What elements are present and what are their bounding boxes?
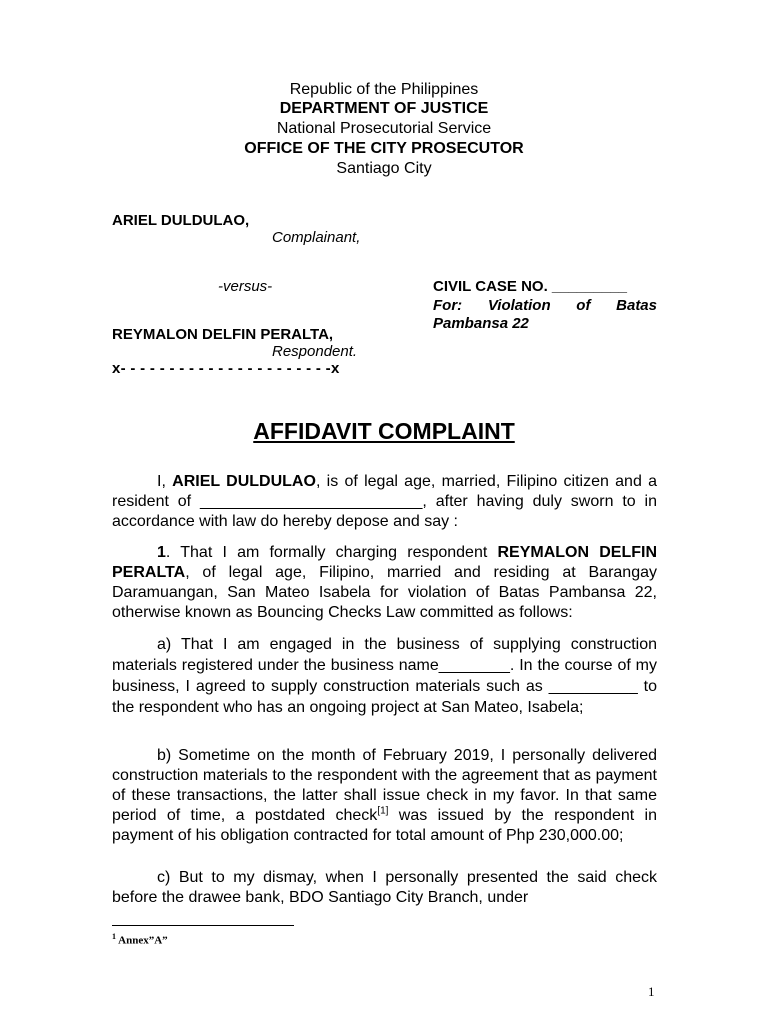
footnote-reference: [1] [377, 805, 389, 817]
header-republic: Republic of the Philippines [289, 81, 479, 98]
document-title: AFFIDAVIT COMPLAINT [253, 418, 515, 444]
caption-separator: x- - - - - - - - - - - - - - - - - - - - - -x [112, 360, 340, 377]
complainant-role: Complainant, [272, 229, 361, 246]
header-office: OFFICE OF THE CITY PROSECUTOR [244, 140, 524, 157]
versus-label: -versus- [218, 278, 273, 295]
header-service: National Prosecutorial Service [276, 120, 492, 137]
respondent-name-inline: REYMALON DELFIN PERALTA [112, 544, 657, 581]
respondent-role: Respondent. [272, 343, 358, 360]
paragraph-a: a) That I am engaged in the business of supplying construction materials registered under the business name________. In the course of my business, I agreed to supply construction materials such as __________ to the respondent who has an ongoing project at San Mateo, Isabela; [112, 636, 657, 716]
complainant-name: ARIEL DULDULAO, [112, 212, 250, 229]
paragraph-b: b) Sometime on the month of February 2019, I personally delivered construction materials to the respondent with the agreement that as payment of these transactions, the latter shall issue check in my favor. In that same period of time, a postdated check[1] was issued by the respondent in payment of his obligation contracted for total amount of Php 230,000.00; [112, 747, 657, 844]
case-number: CIVIL CASE NO. _________ [433, 278, 627, 295]
paragraph-c: c) But to my dismay, when I personally presented the said check before the drawee bank, BDO Santiago City Branch, under [112, 869, 657, 906]
page-number: 1 [648, 984, 655, 999]
paragraph-1: 1. That I am formally charging respondent REYMALON DELFIN PERALTA, of legal age, Filipino, married and residing at Barangay Daramuangan, San Mateo Isabela for violation of Batas Pambansa 22, otherwise known as Bouncing Checks Law committed as follows: [112, 544, 657, 621]
header-city: Santiago City [336, 160, 432, 177]
respondent-name: REYMALON DELFIN PERALTA, [112, 326, 334, 343]
case-charge [433, 297, 657, 333]
case-charge-line2: Pambansa 22 [433, 315, 529, 332]
footnote-text: Annex”A” [116, 934, 168, 947]
footnote-divider [112, 925, 294, 926]
affiant-name: ARIEL DULDULAO [172, 473, 316, 490]
footnote [112, 932, 168, 947]
paragraph-number: 1 [157, 544, 166, 561]
header-department: DEPARTMENT OF JUSTICE [279, 100, 489, 117]
intro-paragraph: I, ARIEL DULDULAO, is of legal age, married, Filipino citizen and a resident of _________________________, after having duly sworn to in accordance with law do hereby depose and say : [112, 473, 658, 530]
case-charge-line1: For: Violation of Batas [433, 297, 657, 314]
footnote-mark: 1 [112, 932, 116, 941]
